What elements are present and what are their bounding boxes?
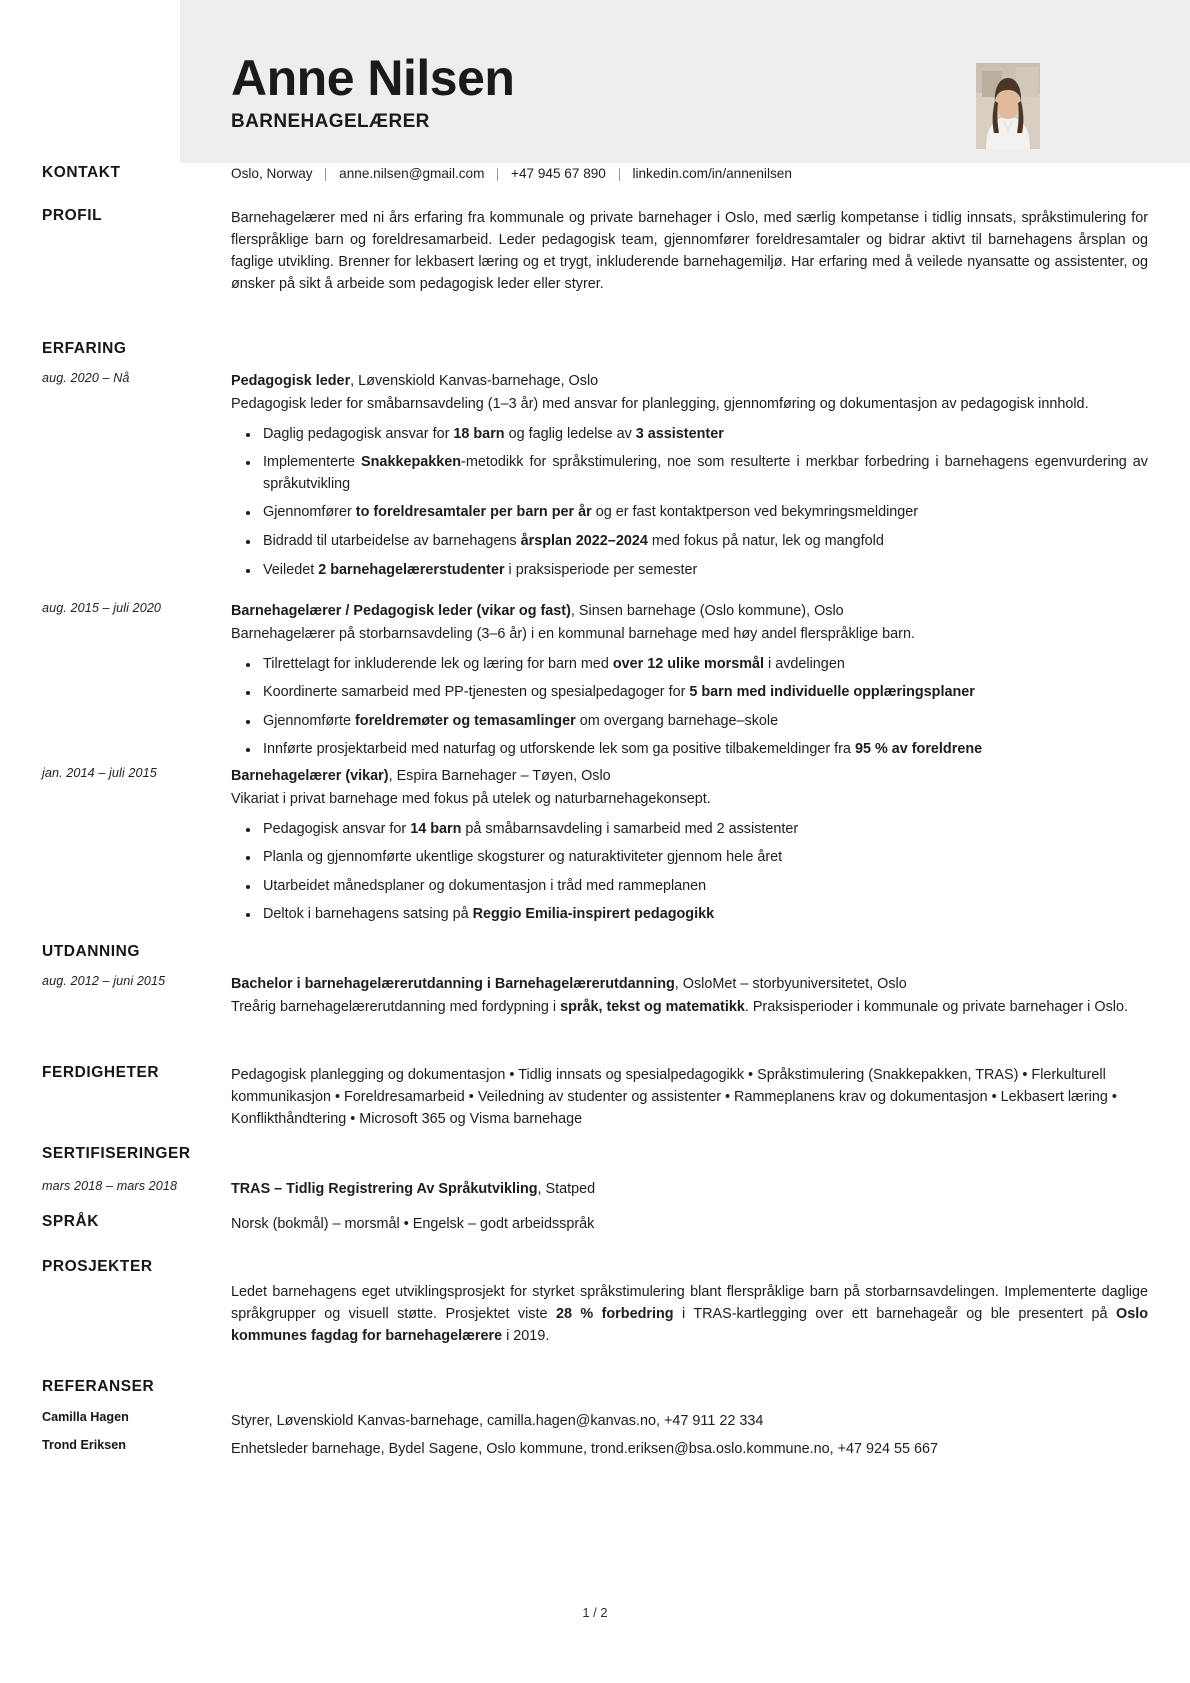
certification-title: TRAS – Tidlig Registrering Av Språkutvikling — [231, 1181, 538, 1197]
reference-name-col — [42, 1438, 231, 1453]
languages-content — [231, 1213, 1148, 1235]
section-label-erfaring: ERFARING — [42, 340, 127, 357]
education-school: , OsloMet – storbyuniversitetet, Oslo — [674, 976, 907, 992]
experience-dates: aug. 2020 – Nå — [42, 371, 130, 385]
separator-icon — [619, 168, 620, 181]
list-item — [263, 654, 1148, 676]
bullet-bold: Reggio Emilia-inspirert pedagogikk — [472, 906, 715, 923]
experience-bullet-list — [231, 424, 1148, 582]
section-label-utdanning: UTDANNING — [42, 943, 140, 960]
profile-label-col — [42, 207, 231, 224]
reference-name-col — [42, 1410, 231, 1425]
experience-bullet-list — [231, 819, 1148, 926]
bullet-pre: Planla og gjennomførte ukentlige skogsturer og naturaktiviteter gjennom hele året — [263, 849, 783, 866]
experience-summary: Pedagogisk leder for småbarnsavdeling (1–3 år) med ansvar for planlegging, gjennomføring og dokumentasjon av pedagogisk innhold. — [231, 395, 1089, 412]
bullet-pre: Deltok i barnehagens satsing på — [263, 906, 473, 923]
section-label-sprak: SPRÅK — [42, 1213, 100, 1230]
reference-details: Enhetsleder barnehage, Bydel Sagene, Oslo kommune, trond.eriksen@bsa.oslo.kommune.no, +47 924 55 667 — [231, 1441, 939, 1457]
experience-entry — [42, 601, 1148, 761]
languages-label-col — [42, 1213, 231, 1230]
experience-entry — [42, 371, 1148, 581]
list-item — [263, 531, 1148, 553]
section-languages — [42, 1213, 1148, 1235]
portrait-photo-icon — [976, 63, 1040, 149]
certification-body — [231, 1179, 1148, 1201]
experience-summary: Vikariat i privat barnehage med fokus på utelek og naturbarnehagekonsept. — [231, 790, 711, 807]
skills-content — [231, 1064, 1148, 1130]
education-entry — [42, 974, 1148, 1018]
bullet-pre: Gjennomførte — [263, 712, 355, 729]
section-experience-heading — [42, 340, 1148, 357]
projects-content — [231, 1281, 1148, 1347]
education-desc-bold: språk, tekst og matematikk — [560, 998, 745, 1015]
bullet-mid: i avdelingen — [764, 655, 845, 672]
references-label-col — [42, 1378, 231, 1395]
list-item — [263, 904, 1148, 926]
projects-text-post: i 2019. — [502, 1328, 550, 1345]
reference-entry — [42, 1410, 1148, 1432]
reference-entry — [42, 1438, 1148, 1460]
bullet-bold: Snakkepakken — [361, 454, 462, 471]
certification-entry — [42, 1179, 1148, 1201]
projects-bold-2: Oslo kommunes fagdag for barnehagelærere — [231, 1306, 1148, 1345]
bullet-mid: om overgang barnehage–skole — [575, 712, 779, 729]
bullet-bold: årsplan 2022–2024 — [520, 533, 648, 550]
reference-details-col — [231, 1410, 1148, 1432]
section-label-ferdigheter: FERDIGHETER — [42, 1064, 160, 1081]
separator-icon — [325, 168, 326, 181]
experience-body — [231, 371, 1148, 581]
bullet-pre: Pedagogisk ansvar for — [263, 820, 411, 837]
experience-dates: aug. 2015 – juli 2020 — [42, 601, 162, 615]
certification-title-line — [231, 1179, 1148, 1201]
experience-role: Pedagogisk leder — [231, 373, 351, 389]
list-item — [263, 847, 1148, 869]
contact-phone[interactable]: +47 945 67 890 — [511, 166, 606, 181]
education-desc-pre: Treårig barnehagelærerutdanning med fordypning i — [231, 998, 561, 1015]
job-title: BARNEHAGELÆRER — [231, 111, 430, 132]
contact-content — [231, 164, 1148, 183]
list-item — [263, 682, 1148, 704]
reference-name: Camilla Hagen — [42, 1410, 129, 1424]
experience-body — [231, 601, 1148, 761]
reference-name: Trond Eriksen — [42, 1438, 126, 1452]
experience-summary: Barnehagelærer på storbarnsavdeling (3–6 år) i en kommunal barnehage med høy andel flerspråklige barn. — [231, 625, 915, 642]
education-description — [231, 996, 1148, 1018]
education-desc-post: . Praksisperioder i kommunale og private barnehager i Oslo. — [744, 998, 1128, 1015]
bullet-bold: foreldremøter og temasamlinger — [354, 712, 576, 729]
header-identity — [231, 52, 991, 133]
experience-role: Barnehagelærer / Pedagogisk leder (vikar og fast) — [231, 603, 571, 619]
page-title: Anne Nilsen — [231, 50, 515, 106]
page-number: 1 / 2 — [582, 1605, 608, 1620]
section-label-prosjekter: PROSJEKTER — [42, 1258, 153, 1275]
bullet-bold: 5 barn med individuelle opplæringsplaner — [689, 684, 975, 701]
experience-title-line — [231, 371, 1148, 393]
project-entry — [42, 1281, 1148, 1347]
certification-issuer: , Statped — [537, 1181, 596, 1197]
experience-title-line — [231, 766, 1148, 788]
education-body — [231, 974, 1148, 1018]
projects-bold-1: 28 % forbedring — [555, 1306, 674, 1323]
section-skills — [42, 1064, 1148, 1130]
projects-text-mid: i TRAS-kartlegging over ett barnehageår og ble presentert på — [673, 1306, 1116, 1323]
certification-dates: mars 2018 – mars 2018 — [42, 1179, 178, 1193]
bullet-pre: Bidradd til utarbeidelse av barnehagens — [263, 533, 521, 550]
projects-text — [231, 1281, 1148, 1347]
projects-label-col — [42, 1258, 231, 1275]
section-contact — [42, 164, 1148, 183]
list-item — [263, 424, 1148, 446]
bullet-bold: over 12 ulike morsmål — [612, 655, 765, 672]
section-certifications-heading — [42, 1145, 1148, 1162]
bullet-bold: 14 barn — [410, 820, 462, 837]
list-item — [263, 502, 1148, 524]
section-label-sertifiseringer: SERTIFISERINGER — [42, 1145, 191, 1162]
experience-label-col — [42, 340, 231, 357]
section-profile — [42, 207, 1148, 295]
list-item — [263, 711, 1148, 733]
experience-bullet-list — [231, 654, 1148, 761]
bullet-bold: to foreldresamtaler per barn per år — [355, 504, 592, 521]
list-item — [263, 876, 1148, 898]
certifications-label-col — [42, 1145, 231, 1162]
bullet-mid: og faglig ledelse av — [504, 425, 636, 442]
experience-dates-col — [42, 371, 231, 386]
experience-org: , Sinsen barnehage (Oslo kommune), Oslo — [570, 603, 844, 619]
education-label-col — [42, 943, 231, 960]
languages-text: Norsk (bokmål) – morsmål • Engelsk – godt arbeidsspråk — [231, 1216, 595, 1232]
bullet-pre: Utarbeidet månedsplaner og dokumentasjon i tråd med rammeplanen — [263, 877, 707, 894]
section-projects-heading — [42, 1258, 1148, 1275]
experience-dates-col — [42, 766, 231, 781]
bullet-pre: Implementerte — [263, 454, 362, 471]
separator-icon — [497, 168, 498, 181]
avatar — [976, 63, 1040, 149]
skills-label-col — [42, 1064, 231, 1081]
bullet-mid: på småbarnsavdeling i samarbeid med 2 assistenter — [461, 820, 799, 837]
experience-role: Barnehagelærer (vikar) — [231, 768, 389, 784]
reference-details: Styrer, Løvenskiold Kanvas-barnehage, camilla.hagen@kanvas.no, +47 911 22 334 — [231, 1413, 764, 1429]
contact-email[interactable]: anne.nilsen@gmail.com — [339, 166, 485, 181]
section-label-referanser: REFERANSER — [42, 1378, 155, 1395]
reference-details-col — [231, 1438, 1148, 1460]
profile-text: Barnehagelærer med ni års erfaring fra kommunale og private barnehager i Oslo, med særlig kompetanse i tidlig innsats, språkstimulering for flerspråklige barn og foreldresamarbeid. Leder pedagogisk team, gjennomfører foreldresamtaler og bidrar aktivt til barnehagens årsplan og faglige utvikling. Brenner for lekbasert læring og et trygt, inkluderende barnehagemiljø. Har erfaring med å veilede nyansatte og assistenter, og ønsker på sikt å arbeide som pedagogisk leder eller styrer. — [231, 210, 1148, 293]
experience-dates: jan. 2014 – juli 2015 — [42, 766, 157, 780]
profile-content — [231, 207, 1148, 295]
bullet-bold: 95 % av foreldrene — [854, 741, 983, 758]
skills-text: Pedagogisk planlegging og dokumentasjon • Tidlig innsats og spesialpedagogikk • Språkstimulering (Snakkepakken, TRAS) • Flerkulturell kommunikasjon • Foreldresamarbeid • Veiledning av studenter og assistenter • Rammeplanens krav og dokumentasjon • Lekbasert læring • Konflikthåndtering • Microsoft 365 og Visma barnehage — [231, 1067, 1117, 1128]
bullet-mid: med fokus på natur, lek og mangfold — [647, 533, 884, 550]
contact-linkedin[interactable]: linkedin.com/in/annenilsen — [632, 166, 792, 181]
bullet-bold: 18 barn — [453, 425, 505, 442]
experience-org: , Espira Barnehager – Tøyen, Oslo — [388, 768, 611, 784]
experience-entry — [42, 766, 1148, 926]
bullet-pre: Gjennomfører — [263, 504, 356, 521]
section-label-profil: PROFIL — [42, 207, 103, 224]
section-education-heading — [42, 943, 1148, 960]
bullet-mid: i praksisperiode per semester — [504, 561, 698, 578]
education-dates: aug. 2012 – juni 2015 — [42, 974, 166, 988]
list-item — [263, 819, 1148, 841]
contact-label-col — [42, 164, 231, 181]
projects-text-pre: Ledet barnehagens eget utviklingsprosjekt for styrket språkstimulering blant flerspråklige barn på storbarnsavdelingen. Implementerte daglige språkgrupper og visuell støtte. Prosjektet viste — [231, 1284, 1148, 1323]
bullet-pre: Tilrettelagt for inkluderende lek og læring for barn med — [263, 655, 613, 672]
experience-title-line — [231, 601, 1148, 623]
contact-line — [231, 164, 1148, 183]
list-item — [263, 739, 1148, 761]
bullet-bold-2: 3 assistenter — [635, 425, 724, 442]
bullet-pre: Koordinerte samarbeid med PP-tjenesten og spesialpedagoger for — [263, 684, 690, 701]
bullet-mid: og er fast kontaktperson ved bekymringsmeldinger — [591, 504, 919, 521]
contact-location: Oslo, Norway — [231, 166, 313, 181]
list-item — [263, 452, 1148, 495]
bullet-mid: -metodikk for språkstimulering, noe som resulterte i merkbar forbedring i barnehagens egenvurdering av språkutvikling — [263, 454, 1149, 492]
page-footer — [0, 1605, 1190, 1620]
bullet-pre: Daglig pedagogisk ansvar for — [263, 425, 454, 442]
list-item — [263, 560, 1148, 582]
section-label-kontakt: KONTAKT — [42, 164, 121, 181]
bullet-pre: Innførte prosjektarbeid med naturfag og utforskende lek som ga positive tilbakemeldinger fra — [263, 741, 855, 758]
experience-dates-col — [42, 601, 231, 616]
section-references-heading — [42, 1378, 1148, 1395]
bullet-bold: 2 barnehagelærerstudenter — [318, 561, 505, 578]
experience-org: , Løvenskiold Kanvas-barnehage, Oslo — [350, 373, 599, 389]
education-title-line — [231, 974, 1148, 996]
certification-dates-col — [42, 1179, 231, 1194]
education-dates-col — [42, 974, 231, 989]
education-degree: Bachelor i barnehagelærerutdanning i Barnehagelærerutdanning — [231, 976, 675, 992]
bullet-pre: Veiledet — [263, 561, 319, 578]
experience-body — [231, 766, 1148, 926]
